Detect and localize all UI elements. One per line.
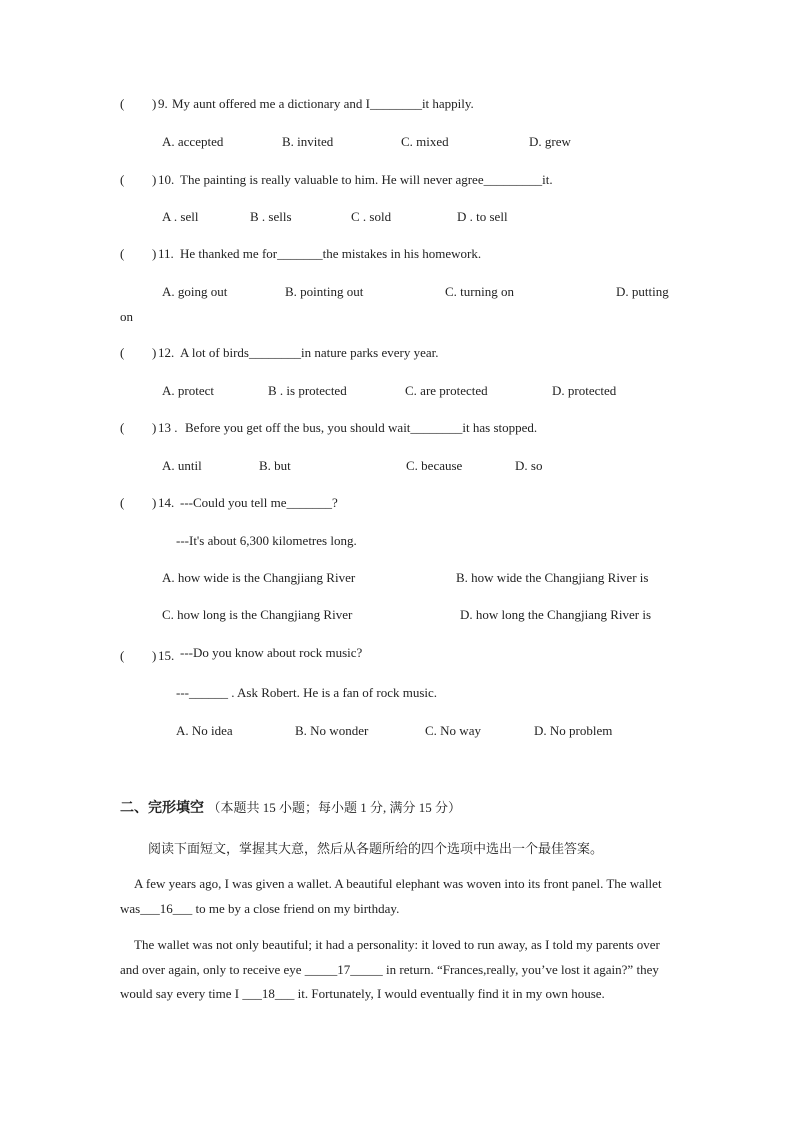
passage-paragraph-1: A few years ago, I was given a wallet. A beautiful elephant was woven into its front panel. The wallet was___16___ to me by a close friend on my birthday. [120,876,662,916]
answer-paren-close: ) [152,495,157,510]
answer-paren-close: ) [152,172,157,187]
section-heading [120,800,461,817]
option-c: C. because [406,458,463,473]
question-stem: He thanked me for_______the mistakes in his homework. [180,246,482,261]
option-a: A . sell [162,209,199,224]
option-b: B. No wonder [295,723,369,738]
passage-paragraph-2: The wallet was not only beautiful; it had a personality: it loved to run away, as I told my parents over and over again, only to receive eye _____17_____ in return. “Frances,really, you’ve lost it again?” they would say every time I ___18___ it. Fortunately, I would eventually find it in my own house. [120,937,660,1001]
option-b: B. how wide the Changjiang River is [456,570,649,585]
option-d: D. grew [529,134,571,149]
option-a: A. going out [162,284,228,299]
option-d: D. No problem [534,723,613,738]
option-d: D. protected [552,383,617,398]
question-number: 14. [158,495,175,510]
option-d-wrap: on [120,309,133,324]
question-number: 12. [158,345,175,360]
answer-paren-open: ( [120,345,125,360]
option-b: B . is protected [268,383,347,398]
answer-paren-close: ) [152,345,157,360]
option-c: C. No way [425,723,481,738]
option-a: A. until [162,458,202,473]
option-c: C. are protected [405,383,488,398]
option-a: A. accepted [162,134,224,149]
question-stem: ---Could you tell me_______? [180,495,338,510]
option-d: D . to sell [457,209,508,224]
answer-paren-close: ) [152,246,157,261]
question-stem: Before you get off the bus, you should wait________it has stopped. [185,420,538,435]
option-b: B . sells [250,209,292,224]
question-number: 9. [158,96,168,111]
option-c: C. turning on [445,284,514,299]
option-c: C . sold [351,209,392,224]
section-note: （本题共 15 小题；每小题 1 分, 满分 15 分） [207,800,462,815]
answer-paren-close: ) [152,648,157,663]
answer-paren-open: ( [120,648,125,663]
answer-paren-open: ( [120,246,125,261]
option-b: B. but [259,458,291,473]
answer-paren-open: ( [120,495,125,510]
option-a: A. how wide is the Changjiang River [162,570,356,585]
option-a: A. protect [162,383,214,398]
answer-paren-close: ) [152,420,157,435]
option-d: D. putting [616,284,669,299]
question-number: 15. [158,648,175,663]
question-number: 10. [158,172,175,187]
question-stem: A lot of birds________in nature parks every year. [180,345,439,360]
option-c: C. how long is the Changjiang River [162,607,353,622]
option-d: D. how long the Changjiang River is [460,607,652,622]
question-stem: ---Do you know about rock music? [180,645,363,660]
option-b: B. pointing out [285,284,364,299]
option-d: D. so [515,458,543,473]
section-instruction: 阅读下面短文，掌握其大意，然后从各题所给的四个选项中选出一个最佳答案。 [148,842,604,857]
section-title: 二、完形填空 [120,801,204,816]
answer-paren-open: ( [120,172,125,187]
question-stem: The painting is really valuable to him. He will never agree_________it. [180,172,553,187]
question-stem: My aunt offered me a dictionary and I________it happily. [172,96,474,111]
dialogue-reply: ---______ . Ask Robert. He is a fan of rock music. [176,685,438,700]
option-a: A. No idea [176,723,233,738]
question-number: 13 . [158,420,178,435]
option-c: C. mixed [401,134,449,149]
answer-paren-open: ( [120,96,125,111]
option-b: B. invited [282,134,334,149]
question-number: 11. [158,246,174,261]
answer-paren-open: ( [120,420,125,435]
dialogue-reply: ---It's about 6,300 kilometres long. [176,533,357,548]
answer-paren-close: ) [152,96,157,111]
